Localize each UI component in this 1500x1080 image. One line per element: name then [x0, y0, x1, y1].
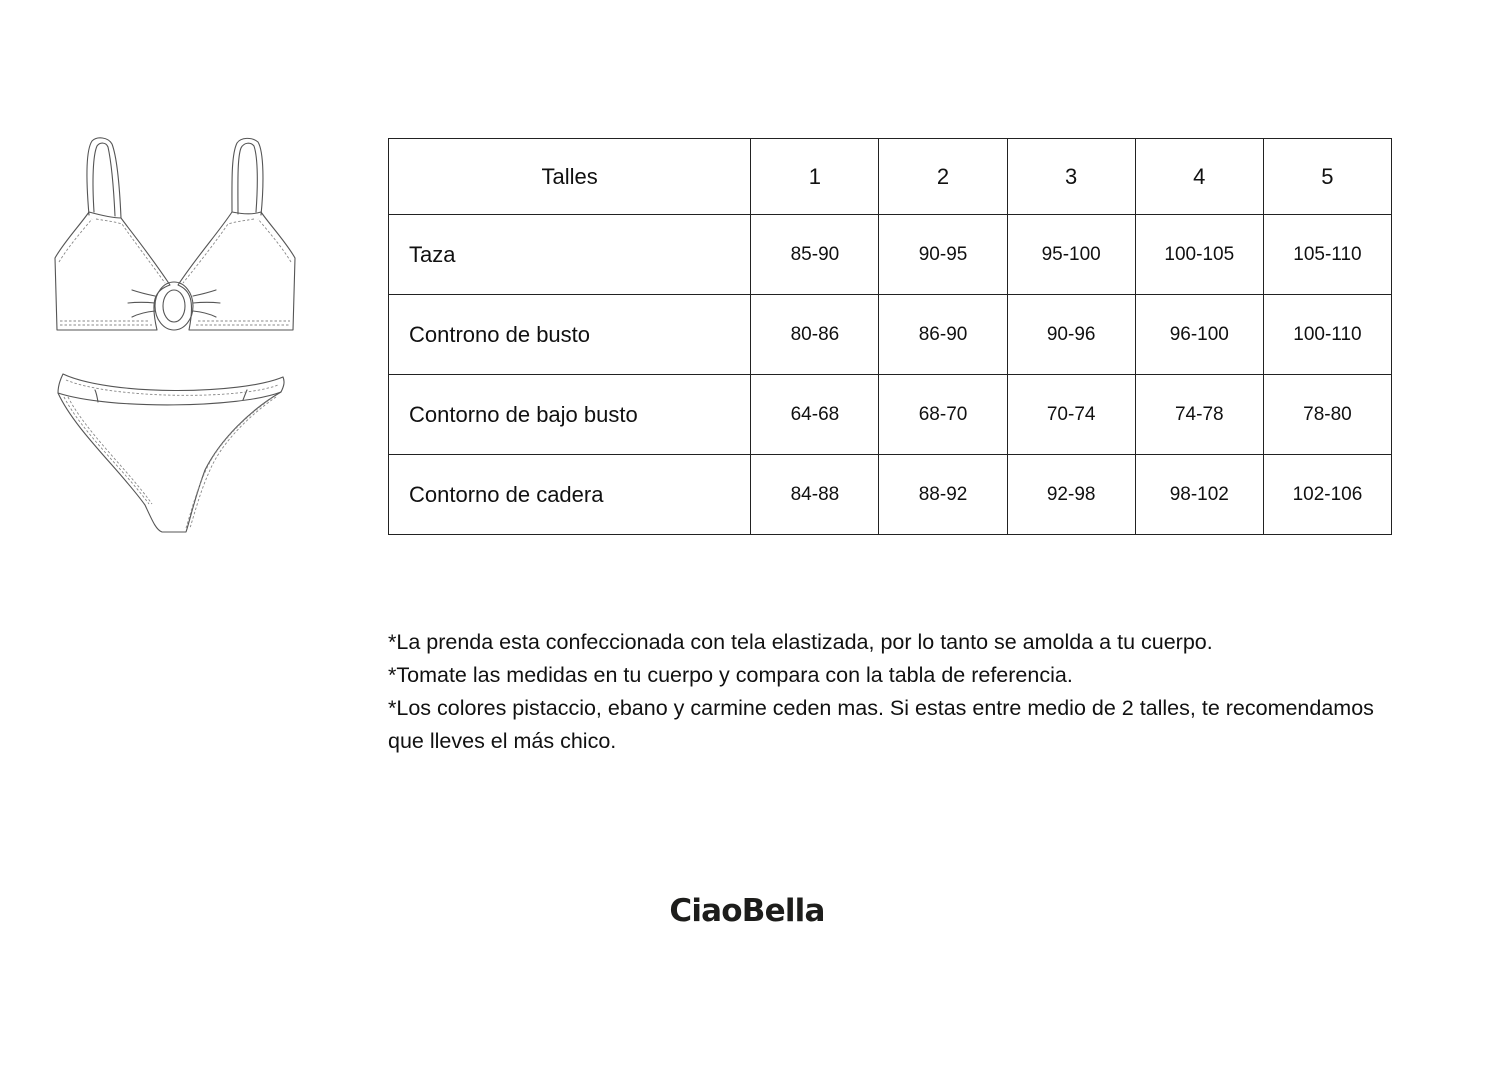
measure-cell: 100-105 — [1135, 215, 1263, 295]
measure-cell: 88-92 — [879, 455, 1007, 535]
measure-cell: 90-95 — [879, 215, 1007, 295]
row-label: Taza — [389, 215, 751, 295]
table-row — [389, 215, 1392, 295]
fit-notes — [388, 626, 1388, 758]
measure-cell: 70-74 — [1007, 375, 1135, 455]
measure-cell: 84-88 — [751, 455, 879, 535]
header-label: Talles — [389, 139, 751, 215]
row-label: Contorno de bajo busto — [389, 375, 751, 455]
row-label: Contorno de cadera — [389, 455, 751, 535]
measure-cell: 85-90 — [751, 215, 879, 295]
size-header: 1 — [751, 139, 879, 215]
row-label: Controno de busto — [389, 295, 751, 375]
size-header: 4 — [1135, 139, 1263, 215]
note-text: *Los colores pistaccio, ebano y carmine ceden mas. Si estas entre medio de 2 talles, te recomendamos que lleves el más chico. — [388, 696, 1374, 753]
measure-cell: 90-96 — [1007, 295, 1135, 375]
measure-cell: 78-80 — [1263, 375, 1391, 455]
table-header-row — [389, 139, 1392, 215]
measure-cell: 68-70 — [879, 375, 1007, 455]
brand-logo — [0, 893, 1500, 929]
measure-cell: 100-110 — [1263, 295, 1391, 375]
bikini-sketch-icon — [50, 132, 300, 537]
table-row — [389, 375, 1392, 455]
table-row — [389, 295, 1392, 375]
brand-name: CiaoBella — [669, 893, 825, 929]
measure-cell: 86-90 — [879, 295, 1007, 375]
measure-cell: 102-106 — [1263, 455, 1391, 535]
note-text: *Tomate las medidas en tu cuerpo y compara con la tabla de referencia. — [388, 663, 1073, 687]
measure-cell: 74-78 — [1135, 375, 1263, 455]
measure-cell: 105-110 — [1263, 215, 1391, 295]
size-header: 2 — [879, 139, 1007, 215]
size-header: 5 — [1263, 139, 1391, 215]
measure-cell: 92-98 — [1007, 455, 1135, 535]
measure-cell: 80-86 — [751, 295, 879, 375]
note-text: *La prenda esta confeccionada con tela elastizada, por lo tanto se amolda a tu cuerpo. — [388, 630, 1213, 654]
measure-cell: 96-100 — [1135, 295, 1263, 375]
table-row — [389, 455, 1392, 535]
size-chart-table — [388, 138, 1392, 535]
measure-cell: 64-68 — [751, 375, 879, 455]
size-header: 3 — [1007, 139, 1135, 215]
measure-cell: 98-102 — [1135, 455, 1263, 535]
measure-cell: 95-100 — [1007, 215, 1135, 295]
